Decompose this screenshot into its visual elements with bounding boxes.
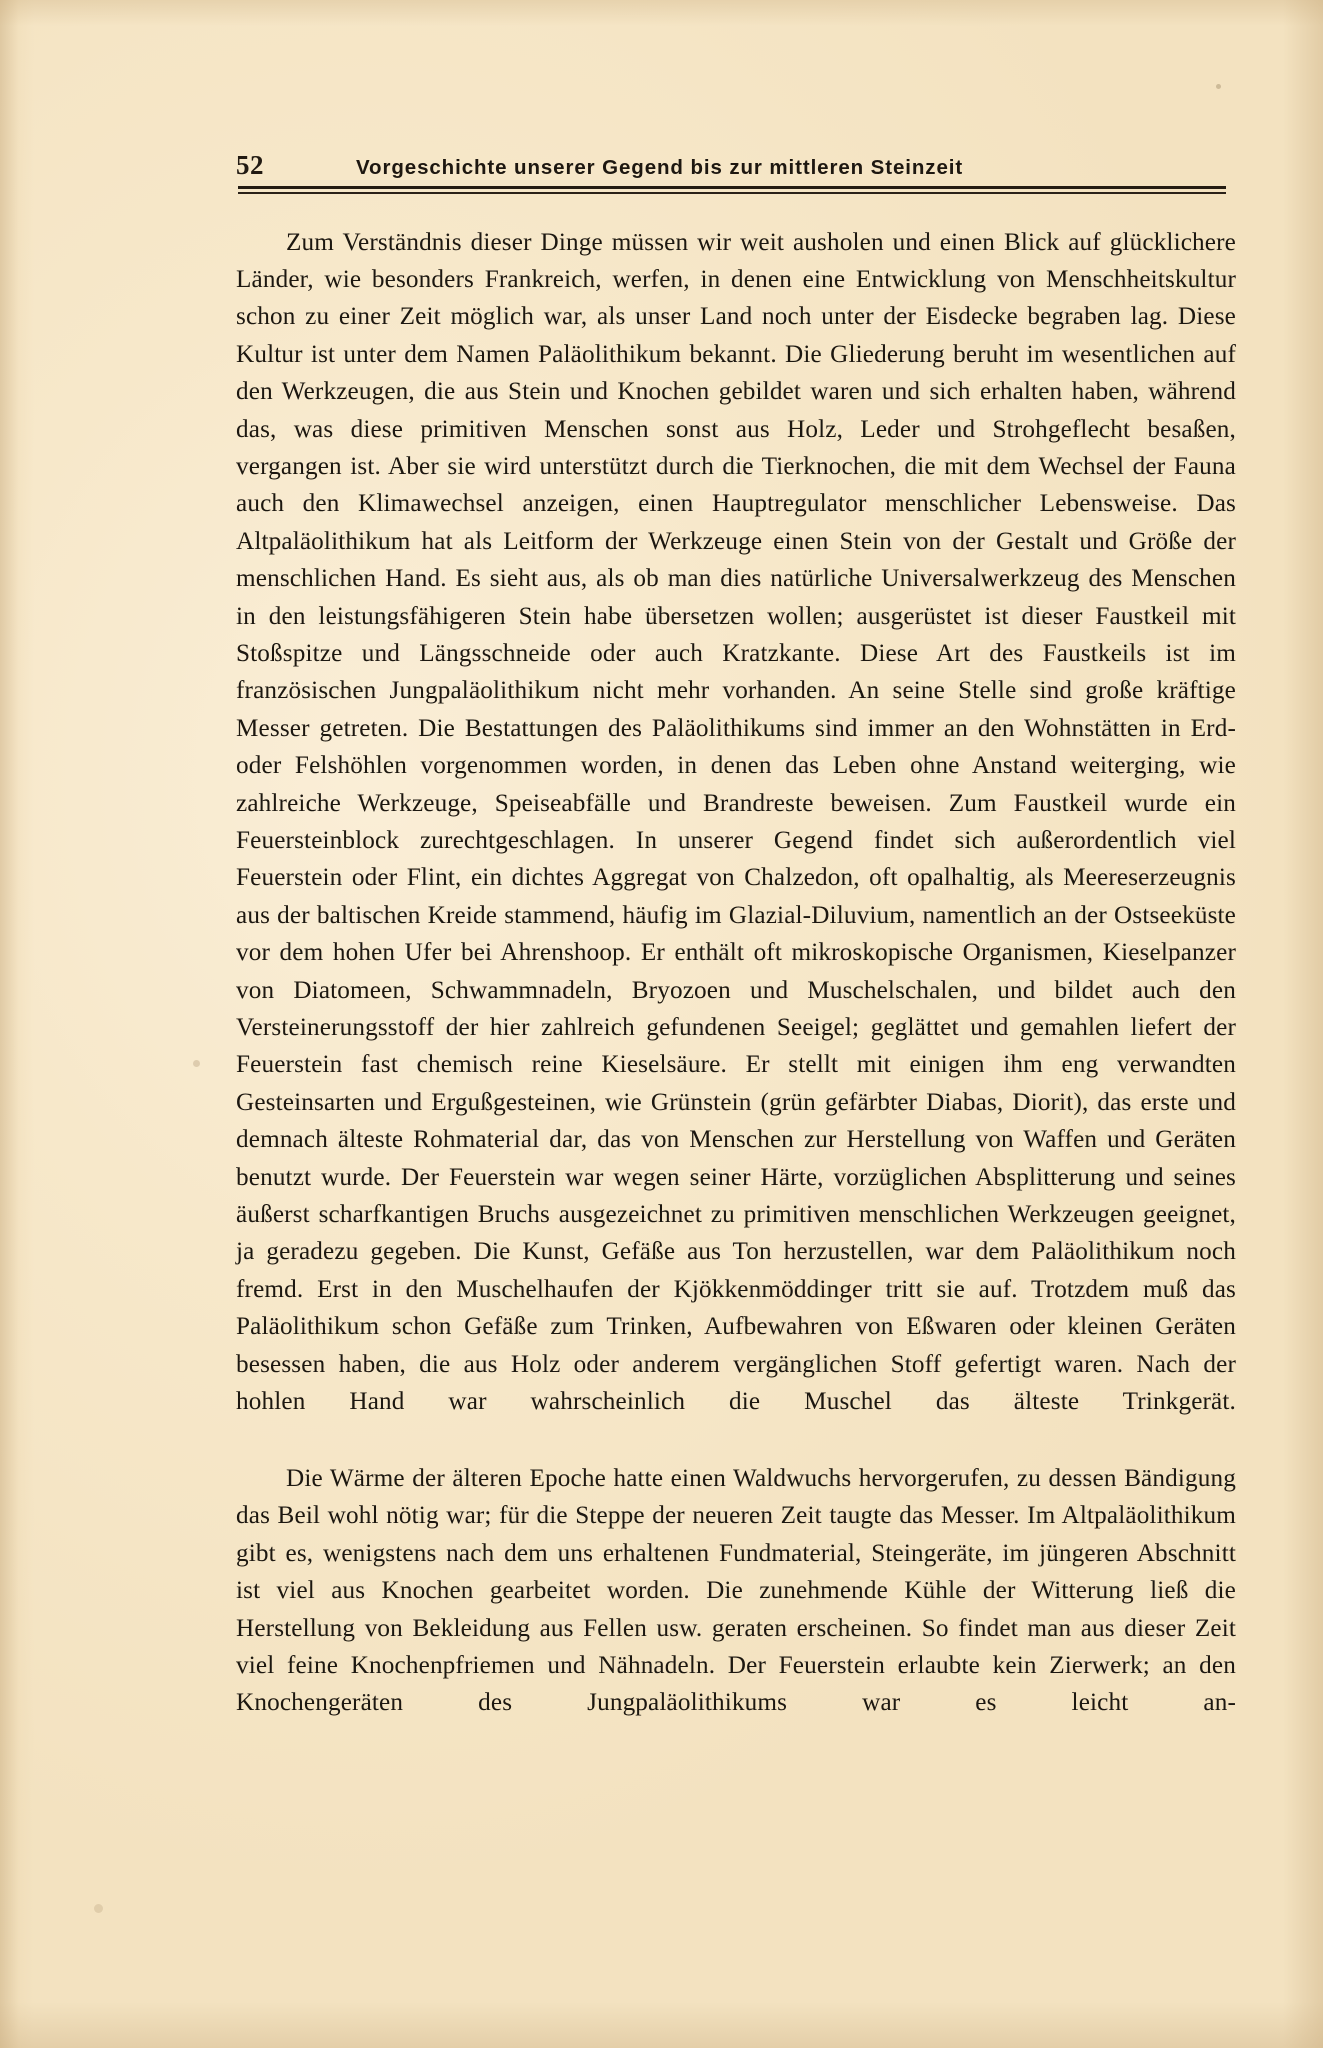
paper-speck: [1216, 84, 1221, 89]
paper-shadow-right: [1283, 0, 1323, 2048]
body-text: [236, 224, 1236, 1760]
page-content: [236, 150, 1236, 1759]
paragraph: Zum Verständnis dieser Dinge müssen wir weit ausholen und einen Blick auf glücklichere Länder, wie besonders Frankreich, werfen, in denen eine Entwicklung von Menschheitskultur schon zu einer Zeit möglich war, als unser Land noch unter der Eisdecke begraben lag. Diese Kultur ist unter dem Namen Paläolithikum bekannt. Die Gliederung beruht im wesentlichen auf den Werkzeugen, die aus Stein und Knochen gebildet waren und sich erhalten haben, während das, was diese primitiven Menschen sonst aus Holz, Leder und Strohgeflecht besaßen, vergangen ist. Aber sie wird unterstützt durch die Tierknochen, die mit dem Wechsel der Fauna auch den Klimawechsel anzeigen, einen Hauptregulator menschlicher Lebensweise. Das Altpaläolithikum hat als Leitform der Werkzeuge einen Stein von der Gestalt und Größe der menschlichen Hand. Es sieht aus, als ob man dies natürliche Universalwerkzeug des Menschen in den leistungsfähigeren Stein habe übersetzen wollen; ausgerüstet ist dieser Faustkeil mit Stoßspitze und Längsschneide oder auch Kratzkante. Diese Art des Faustkeils ist im französischen Jungpaläolithikum nicht mehr vorhanden. An seine Stelle sind große kräftige Messer getreten. Die Bestattungen des Paläolithikums sind immer an den Wohnstätten in Erd- oder Felshöhlen vorgenommen worden, in denen das Leben ohne Anstand weiterging, wie zahlreiche Werkzeuge, Speiseabfälle und Brandreste beweisen. Zum Faustkeil wurde ein Feuersteinblock zurechtgeschlagen. In unserer Gegend findet sich außerordentlich viel Feuerstein oder Flint, ein dichtes Aggregat von Chalzedon, oft opalhaltig, als Meereserzeugnis aus der baltischen Kreide stammend, häufig im Glazial-Diluvium, namentlich an der Ostseeküste vor dem hohen Ufer bei Ahrenshoop. Er enthält oft mikroskopische Organismen, Kieselpanzer von Diatomeen, Schwammnadeln, Bryozoen und Muschelschalen, und bildet auch den Versteinerungsstoff der hier zahlreich gefundenen Seeigel; geglättet und gemahlen liefert der Feuerstein fast chemisch reine Kieselsäure. Er stellt mit einigen ihm eng verwandten Gesteinsarten und Ergußgesteinen, wie Grünstein (grün gefärbter Diabas, Diorit), das erste und demnach älteste Rohmaterial dar, das von Menschen zur Herstellung von Waffen und Geräten benutzt wurde. Der Feuerstein war wegen seiner Härte, vorzüglichen Absplitterung und seines äußerst scharfkantigen Bruchs ausgezeichnet zu primitiven menschlichen Werkzeugen geeignet, ja geradezu gegeben. Die Kunst, Gefäße aus Ton herzustellen, war dem Paläolithikum noch fremd. Erst in den Muschelhaufen der Kjökkenmöddinger tritt sie auf. Trotzdem muß das Paläolithikum schon Gefäße zum Trinken, Aufbewahren von Eßwaren oder kleinen Geräten besessen haben, die aus Holz oder anderem vergänglichen Stoff gefertigt waren. Nach der hohlen Hand war wahrscheinlich die Muschel das älteste Trinkgerät.: [236, 228, 1236, 1416]
running-head: [236, 150, 1236, 181]
paper-speck: [94, 1904, 103, 1913]
paper-shadow-left: [0, 0, 34, 2048]
paragraph: Die Wärme der älteren Epoche hatte einen Waldwuchs hervorgerufen, zu dessen Bändigung das Beil wohl nötig war; für die Steppe der neueren Zeit taugte das Messer. Im Altpaläolithikum gibt es, wenigstens nach dem uns erhaltenen Fundmaterial, Steingeräte, im jüngeren Abschnitt ist viel aus Knochen gearbeitet worden. Die zunehmende Kühle der Witterung ließ die Herstellung von Bekleidung aus Fellen usw. geraten erscheinen. So findet man aus dieser Zeit viel feine Knochenpfriemen und Nähnadeln. Der Feuerstein erlaubte kein Zierwerk; an den Knochengeräten des Jungpaläolithikums war es leicht an-: [236, 1464, 1236, 1717]
header-rule: [238, 186, 1226, 194]
page-number: 52: [236, 150, 264, 180]
paper-speck: [193, 1060, 200, 1067]
paper-shadow-bottom: [0, 2002, 1323, 2048]
running-head-title: Vorgeschichte unserer Gegend bis zur mittleren Steinzeit: [356, 156, 964, 179]
header-rule-thin: [238, 192, 1226, 194]
header-rule-thick: [238, 186, 1226, 189]
paper-shadow-top: [0, 0, 1323, 26]
